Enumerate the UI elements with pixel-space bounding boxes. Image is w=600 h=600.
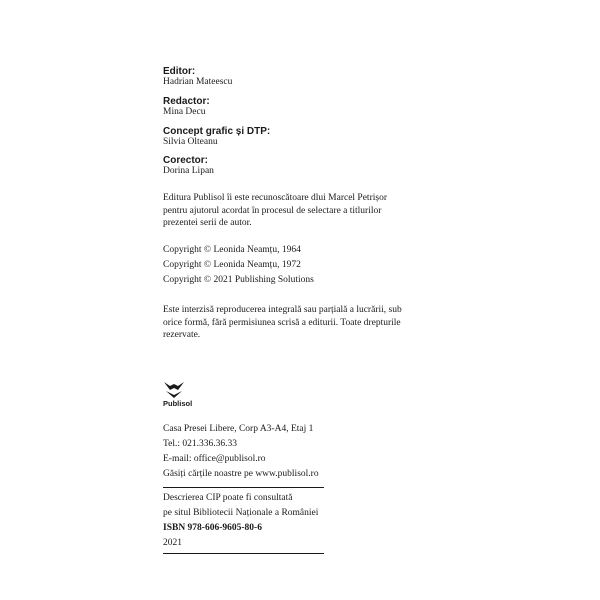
publisher-logo (163, 381, 199, 408)
credit-role: Concept grafic și DTP: (163, 126, 271, 137)
bottom-divider (163, 553, 324, 554)
publisher-address: Casa Presei Libere, Corp A3-A4, Etaj 1 (163, 424, 314, 434)
copyright-line: Copyright © 2021 Publishing Solutions (163, 275, 314, 285)
publisol-logo-icon (163, 381, 185, 398)
publisher-phone: Tel.: 021.336.36.33 (163, 439, 238, 449)
credit-design (163, 126, 270, 148)
credit-role: Editor: (163, 66, 196, 77)
credit-redactor (163, 96, 210, 118)
top-divider (163, 487, 324, 488)
publisher-email: E-mail: office@publisol.ro (163, 454, 266, 464)
publisher-website: Găsiți cărțile noastre pe www.publisol.ro (163, 469, 319, 479)
rights-notice: Este interzisă reproducerea integrală sau parțială a lucrării, sub orice formă, fără permisiunea scrisă a editurii. Toate drepturile rezervate. (163, 305, 402, 340)
cip-block (163, 491, 403, 551)
cip-line: pe situl Bibliotecii Naționale a României (163, 508, 319, 518)
publisher-brand: Publisol (163, 399, 193, 408)
credit-name: Dorina Lipan (163, 166, 214, 176)
credit-editor (163, 66, 232, 88)
credit-name: Mina Decu (163, 107, 206, 117)
credit-corrector (163, 155, 214, 177)
credit-name: Hadrian Mateescu (163, 77, 233, 87)
credit-role: Corector: (163, 155, 209, 166)
copyright-block (163, 243, 403, 288)
publication-year: 2021 (163, 538, 182, 548)
copyright-line: Copyright © Leonida Neamțu, 1964 (163, 245, 301, 255)
publisher-contact (163, 422, 403, 482)
copyright-line: Copyright © Leonida Neamțu, 1972 (163, 260, 301, 270)
acknowledgement-text: Editura Publisol îi este recunoscătoare dlui Marcel Petrișor pentru ajutorul acordat în procesul de selectare a titlurilor prezentei serii de autor. (163, 193, 387, 228)
credit-role: Redactor: (163, 96, 210, 107)
cip-line: Descrierea CIP poate fi consultată (163, 493, 293, 503)
credit-name: Silvia Olteanu (163, 137, 218, 147)
isbn: ISBN 978-606-9605-80-6 (163, 523, 262, 533)
